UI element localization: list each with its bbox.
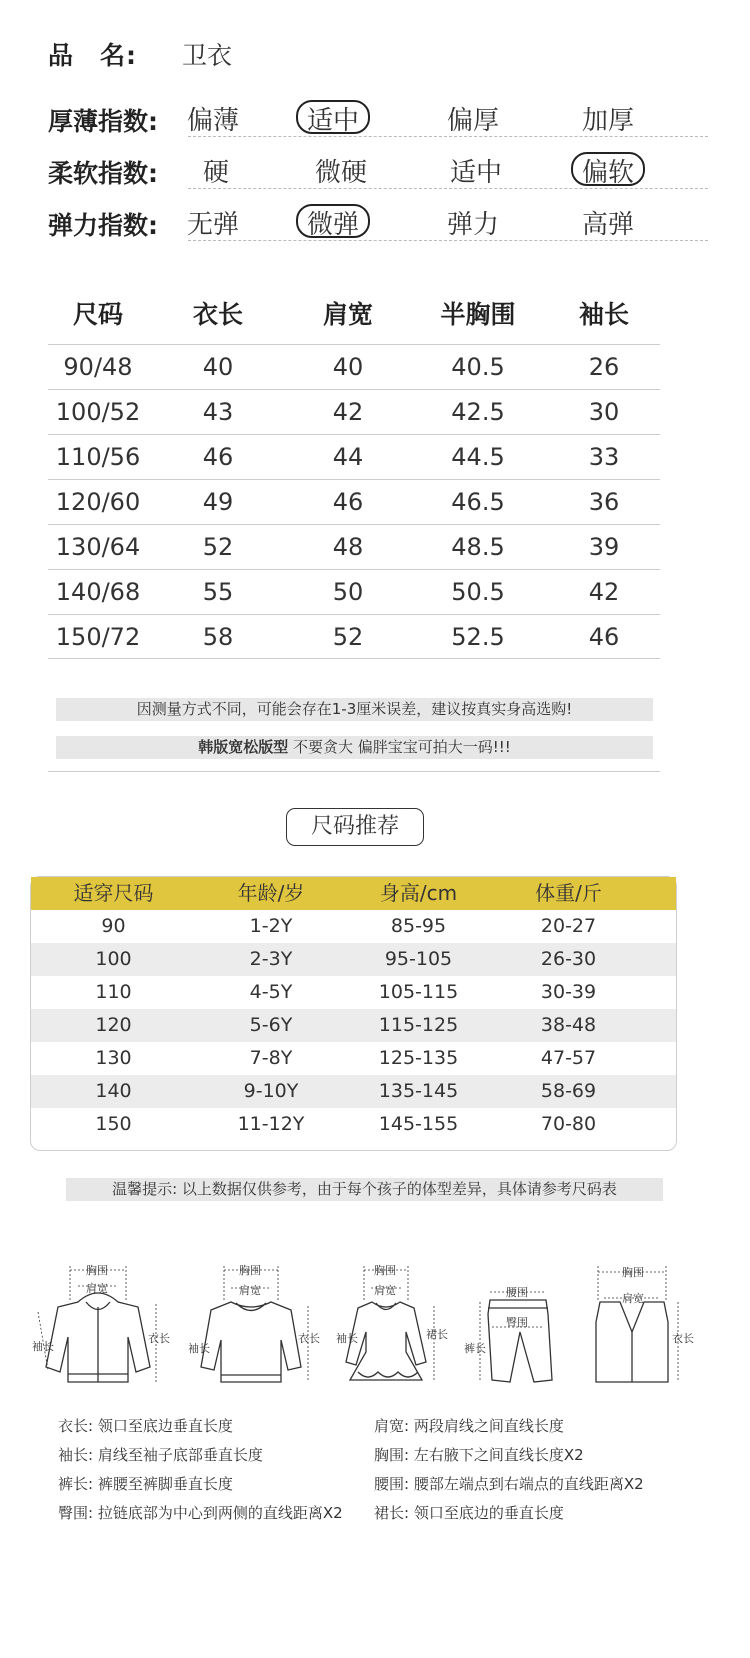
cell: 43 — [202, 398, 234, 426]
cell: 2-3Y — [249, 948, 293, 970]
cell: 46.5 — [451, 488, 505, 516]
header-sleeve: 袖长 — [578, 300, 629, 329]
cell: 125-135 — [378, 1047, 459, 1069]
cell: 26-30 — [540, 948, 597, 970]
cell: 50.5 — [451, 578, 505, 606]
diagram-label: 裙长 — [426, 1328, 448, 1341]
diagram-label: 袖长 — [336, 1332, 358, 1345]
cell: 150/72 — [55, 623, 141, 651]
dress-diagram-icon — [334, 1262, 448, 1392]
diagram-label: 胸围 — [86, 1264, 108, 1277]
table-row — [31, 1009, 676, 1042]
recommend-table-header — [31, 877, 676, 910]
cell: 55 — [202, 578, 234, 606]
diagram-label: 裤长 — [464, 1342, 486, 1355]
cell: 58-69 — [540, 1080, 597, 1102]
size-table — [48, 286, 660, 659]
cell: 105-115 — [378, 981, 459, 1003]
header-shoulder: 肩宽 — [322, 300, 373, 329]
cell: 48.5 — [451, 533, 505, 561]
cell: 46 — [202, 443, 234, 471]
table-row — [31, 943, 676, 976]
cell: 100 — [95, 948, 132, 970]
cell: 130 — [95, 1047, 132, 1069]
thickness-option: 加厚 — [581, 106, 634, 136]
cell: 140 — [95, 1080, 132, 1102]
size-table-header — [48, 286, 660, 344]
diagram-label: 腰围 — [506, 1286, 528, 1299]
elasticity-option: 高弹 — [581, 210, 634, 240]
recommend-title: 尺码推荐 — [286, 808, 424, 846]
hoodie-diagram-icon — [28, 1262, 168, 1392]
elasticity-option: 弹力 — [446, 210, 499, 240]
cell: 40.5 — [451, 353, 505, 381]
diagram-label: 臀围 — [506, 1316, 528, 1329]
cell: 36 — [588, 488, 620, 516]
elasticity-index-row — [48, 200, 708, 250]
cell: 49 — [202, 488, 234, 516]
cell: 47-57 — [540, 1047, 597, 1069]
cell: 42.5 — [451, 398, 505, 426]
cell: 135-145 — [378, 1080, 459, 1102]
definition-item: 衣长: 领口至底边垂直长度 — [58, 1417, 233, 1435]
diagram-label: 肩宽 — [374, 1284, 396, 1297]
cell: 58 — [202, 623, 234, 651]
cell: 44.5 — [451, 443, 505, 471]
dashed-divider — [188, 136, 708, 137]
cell: 95-105 — [384, 948, 453, 970]
cell: 115-125 — [378, 1014, 459, 1036]
cell: 110/56 — [55, 443, 141, 471]
cell: 130/64 — [55, 533, 141, 561]
cell: 145-155 — [378, 1113, 459, 1135]
measurement-note: 因测量方式不同，可能会存在1-3厘米误差，建议按真实身高选购! — [56, 698, 653, 721]
table-row — [48, 434, 660, 479]
cell: 46 — [332, 488, 364, 516]
cell: 140/68 — [55, 578, 141, 606]
table-row — [31, 976, 676, 1009]
diagram-label: 肩宽 — [86, 1282, 108, 1295]
softness-option: 适中 — [449, 158, 502, 188]
fit-note-text: 不要贪大 偏胖宝宝可拍大一码!!! — [288, 738, 511, 756]
cell: 110 — [95, 981, 132, 1003]
cell: 70-80 — [540, 1113, 597, 1135]
header-length: 衣长 — [192, 300, 243, 329]
thickness-option: 偏薄 — [186, 106, 239, 136]
vest-diagram-icon — [582, 1262, 692, 1392]
definition-item: 袖长: 肩线至袖子底部垂直长度 — [58, 1446, 263, 1464]
recommend-table — [30, 876, 677, 1151]
cell: 20-27 — [540, 915, 597, 937]
cell: 85-95 — [390, 915, 447, 937]
cell: 26 — [588, 353, 620, 381]
header-weight: 体重/斤 — [535, 881, 602, 905]
cell: 90/48 — [63, 353, 133, 381]
fit-note — [56, 736, 653, 759]
cell: 5-6Y — [249, 1014, 293, 1036]
header-size: 尺码 — [72, 300, 123, 329]
diagram-label: 胸围 — [622, 1266, 644, 1279]
diagram-label: 肩宽 — [239, 1284, 261, 1297]
section-divider — [48, 771, 660, 772]
cell: 100/52 — [55, 398, 141, 426]
dashed-divider — [188, 188, 708, 189]
thickness-option: 偏厚 — [446, 106, 499, 136]
warm-tip: 温馨提示: 以上数据仅供参考，由于每个孩子的体型差异，具体请参考尺码表 — [66, 1178, 663, 1201]
diagram-label: 衣长 — [672, 1332, 694, 1345]
header-half-chest: 半胸围 — [440, 300, 516, 329]
cell: 48 — [332, 533, 364, 561]
cell: 120 — [95, 1014, 132, 1036]
table-row — [48, 614, 660, 659]
cell: 1-2Y — [249, 915, 293, 937]
definition-item: 腰围: 腰部左端点到右端点的直线距离X2 — [374, 1475, 644, 1493]
cell: 38-48 — [540, 1014, 597, 1036]
diagram-label: 袖长 — [32, 1340, 54, 1353]
diagram-label: 肩宽 — [622, 1292, 644, 1305]
thickness-index-label: 厚薄指数: — [48, 107, 158, 136]
cell: 39 — [588, 533, 620, 561]
definition-item: 肩宽: 两段肩线之间直线长度 — [374, 1417, 564, 1435]
diagram-label: 胸围 — [374, 1264, 396, 1277]
cell: 52 — [332, 623, 364, 651]
elasticity-index-label: 弹力指数: — [48, 211, 158, 240]
table-row — [48, 569, 660, 614]
softness-index-row — [48, 148, 708, 198]
product-name-value: 卫衣 — [182, 41, 233, 70]
cell: 33 — [588, 443, 620, 471]
table-row — [48, 479, 660, 524]
thickness-option-selected: 适中 — [283, 100, 383, 137]
definition-item: 裙长: 领口至底边的垂直长度 — [374, 1504, 564, 1522]
table-row — [48, 344, 660, 389]
table-row — [48, 524, 660, 569]
cell: 52 — [202, 533, 234, 561]
cell: 44 — [332, 443, 364, 471]
cell: 120/60 — [55, 488, 141, 516]
table-row — [31, 1042, 676, 1075]
definition-item: 臀围: 拉链底部为中心到两侧的直线距离X2 — [58, 1504, 343, 1522]
definition-item: 裤长: 裤腰至裤脚垂直长度 — [58, 1475, 233, 1493]
cell: 46 — [588, 623, 620, 651]
sweatshirt-diagram-icon — [186, 1262, 320, 1392]
definitions-left — [58, 1412, 343, 1528]
product-name-label: 品 名: — [48, 41, 137, 70]
elasticity-option: 无弹 — [186, 210, 239, 240]
cell: 52.5 — [451, 623, 505, 651]
dashed-divider — [188, 240, 708, 241]
cell: 11-12Y — [237, 1113, 305, 1135]
cell: 42 — [332, 398, 364, 426]
cell: 7-8Y — [249, 1047, 293, 1069]
cell: 42 — [588, 578, 620, 606]
cell: 90 — [101, 915, 126, 937]
softness-option: 微硬 — [314, 158, 367, 188]
softness-index-label: 柔软指数: — [48, 159, 158, 188]
cell: 40 — [332, 353, 364, 381]
cell: 9-10Y — [243, 1080, 299, 1102]
thickness-index-row — [48, 96, 708, 146]
table-row — [31, 1108, 676, 1141]
cell: 50 — [332, 578, 364, 606]
header-height: 身高/cm — [379, 881, 458, 905]
table-row — [31, 910, 676, 943]
diagram-label: 衣长 — [298, 1332, 320, 1345]
definitions-right — [374, 1412, 644, 1528]
definition-item: 胸围: 左右腋下之间直线长度X2 — [374, 1446, 584, 1464]
cell: 30-39 — [540, 981, 597, 1003]
softness-option: 硬 — [202, 158, 229, 188]
softness-option-selected: 偏软 — [558, 152, 658, 189]
diagram-label: 胸围 — [239, 1264, 261, 1277]
header-age: 年龄/岁 — [237, 881, 305, 905]
diagram-label: 衣长 — [148, 1332, 170, 1345]
diagram-label: 袖长 — [188, 1342, 210, 1355]
header-fit-size: 适穿尺码 — [73, 881, 154, 905]
table-row — [48, 389, 660, 434]
table-row — [31, 1075, 676, 1108]
pants-diagram-icon — [462, 1262, 572, 1392]
fit-note-bold: 韩版宽松版型 — [198, 738, 289, 756]
cell: 4-5Y — [249, 981, 293, 1003]
cell: 150 — [95, 1113, 132, 1135]
elasticity-option-selected: 微弹 — [283, 204, 383, 241]
cell: 40 — [202, 353, 234, 381]
cell: 30 — [588, 398, 620, 426]
